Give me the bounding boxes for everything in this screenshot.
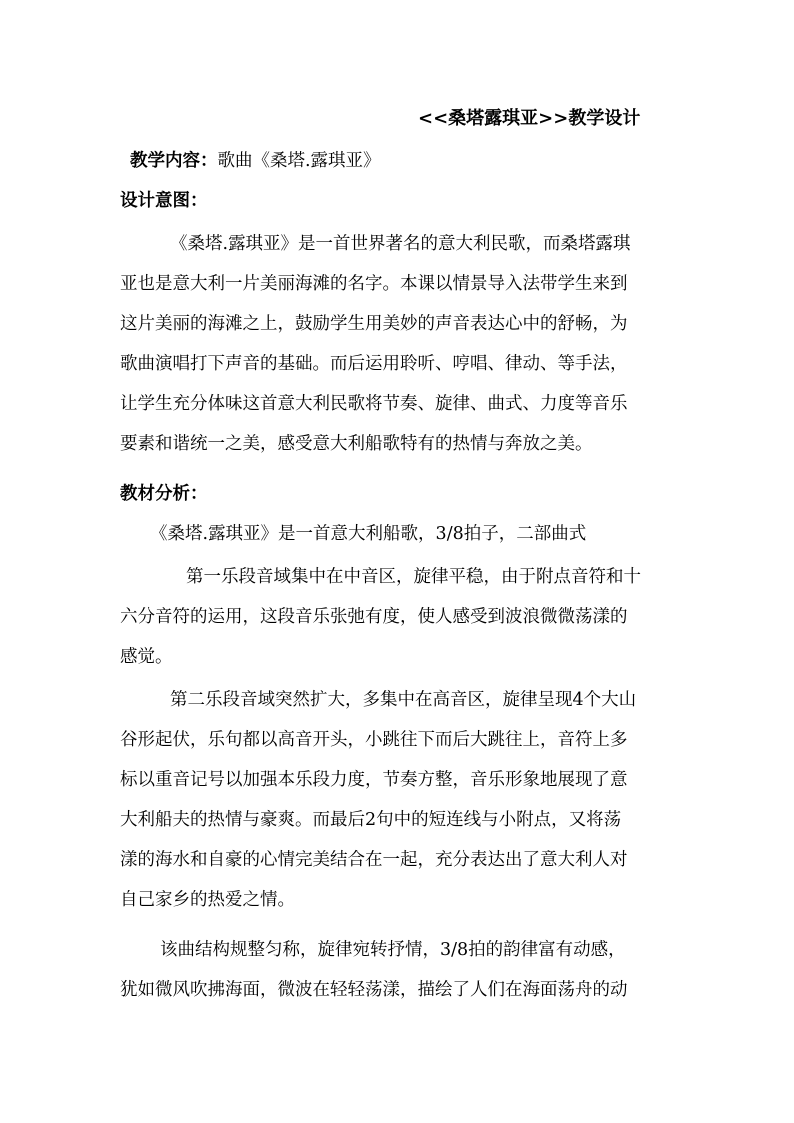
analysis-line: 第一乐段音域集中在中音区，旋律平稳，由于附点音符和十 [186, 567, 641, 587]
content-row [130, 150, 690, 172]
design-intent-line: 亚也是意大利一片美丽海滩的名字。本课以情景导入法带学生来到 [120, 274, 628, 294]
analysis-line: 六分音符的运用，这段音乐张弛有度，使人感受到波浪微微荡漾的 [120, 607, 628, 627]
analysis-line: 自己家乡的热爱之情。 [120, 890, 295, 910]
design-intent-line: 让学生充分体味这首意大利民歌将节奏、旋律、曲式、力度等音乐 [120, 394, 628, 414]
content-label: 教学内容： [130, 151, 218, 171]
document-title: <<桑塔露琪亚>>教学设计 [418, 108, 641, 129]
content-value: 歌曲《桑塔.露琪亚》 [217, 151, 381, 171]
design-intent-line: 这片美丽的海滩之上，鼓励学生用美妙的声音表达心中的舒畅，为 [120, 314, 628, 334]
analysis-line: 《桑塔.露琪亚》是一首意大利船歌，3/8拍子，二部曲式 [150, 524, 587, 544]
design-intent-heading: 设计意图： [120, 191, 208, 211]
analysis-line: 感觉。 [120, 647, 173, 667]
design-intent-line: 要素和谐统一之美，感受意大利船歌特有的热情与奔放之美。 [120, 434, 593, 454]
design-intent-line: 歌曲演唱打下声音的基础。而后运用聆听、哼唱、律动、等手法， [120, 354, 628, 374]
analysis-line: 标以重音记号以加强本乐段力度，节奏方整，音乐形象地展现了意 [120, 770, 628, 790]
analysis-line: 犹如微风吹拂海面，微波在轻轻荡漾，描绘了人们在海面荡舟的动 [120, 980, 628, 1000]
analysis-line: 大利船夫的热情与豪爽。而最后2句中的短连线与小附点，又将荡 [120, 810, 622, 830]
analysis-line: 该曲结构规整匀称，旋律宛转抒情，3/8拍的韵律富有动感， [160, 940, 626, 960]
analysis-line: 谷形起伏，乐句都以高音开头，小跳往下而后大跳往上，音符上多 [120, 730, 628, 750]
analysis-heading: 教材分析： [120, 484, 208, 504]
design-intent-line: 《桑塔.露琪亚》是一首世界著名的意大利民歌，而桑塔露琪 [170, 234, 631, 254]
analysis-line: 第二乐段音域突然扩大，多集中在高音区，旋律呈现4个大山 [170, 690, 637, 710]
analysis-line: 漾的海水和自豪的心情完美结合在一起，充分表达出了意大利人对 [120, 850, 628, 870]
